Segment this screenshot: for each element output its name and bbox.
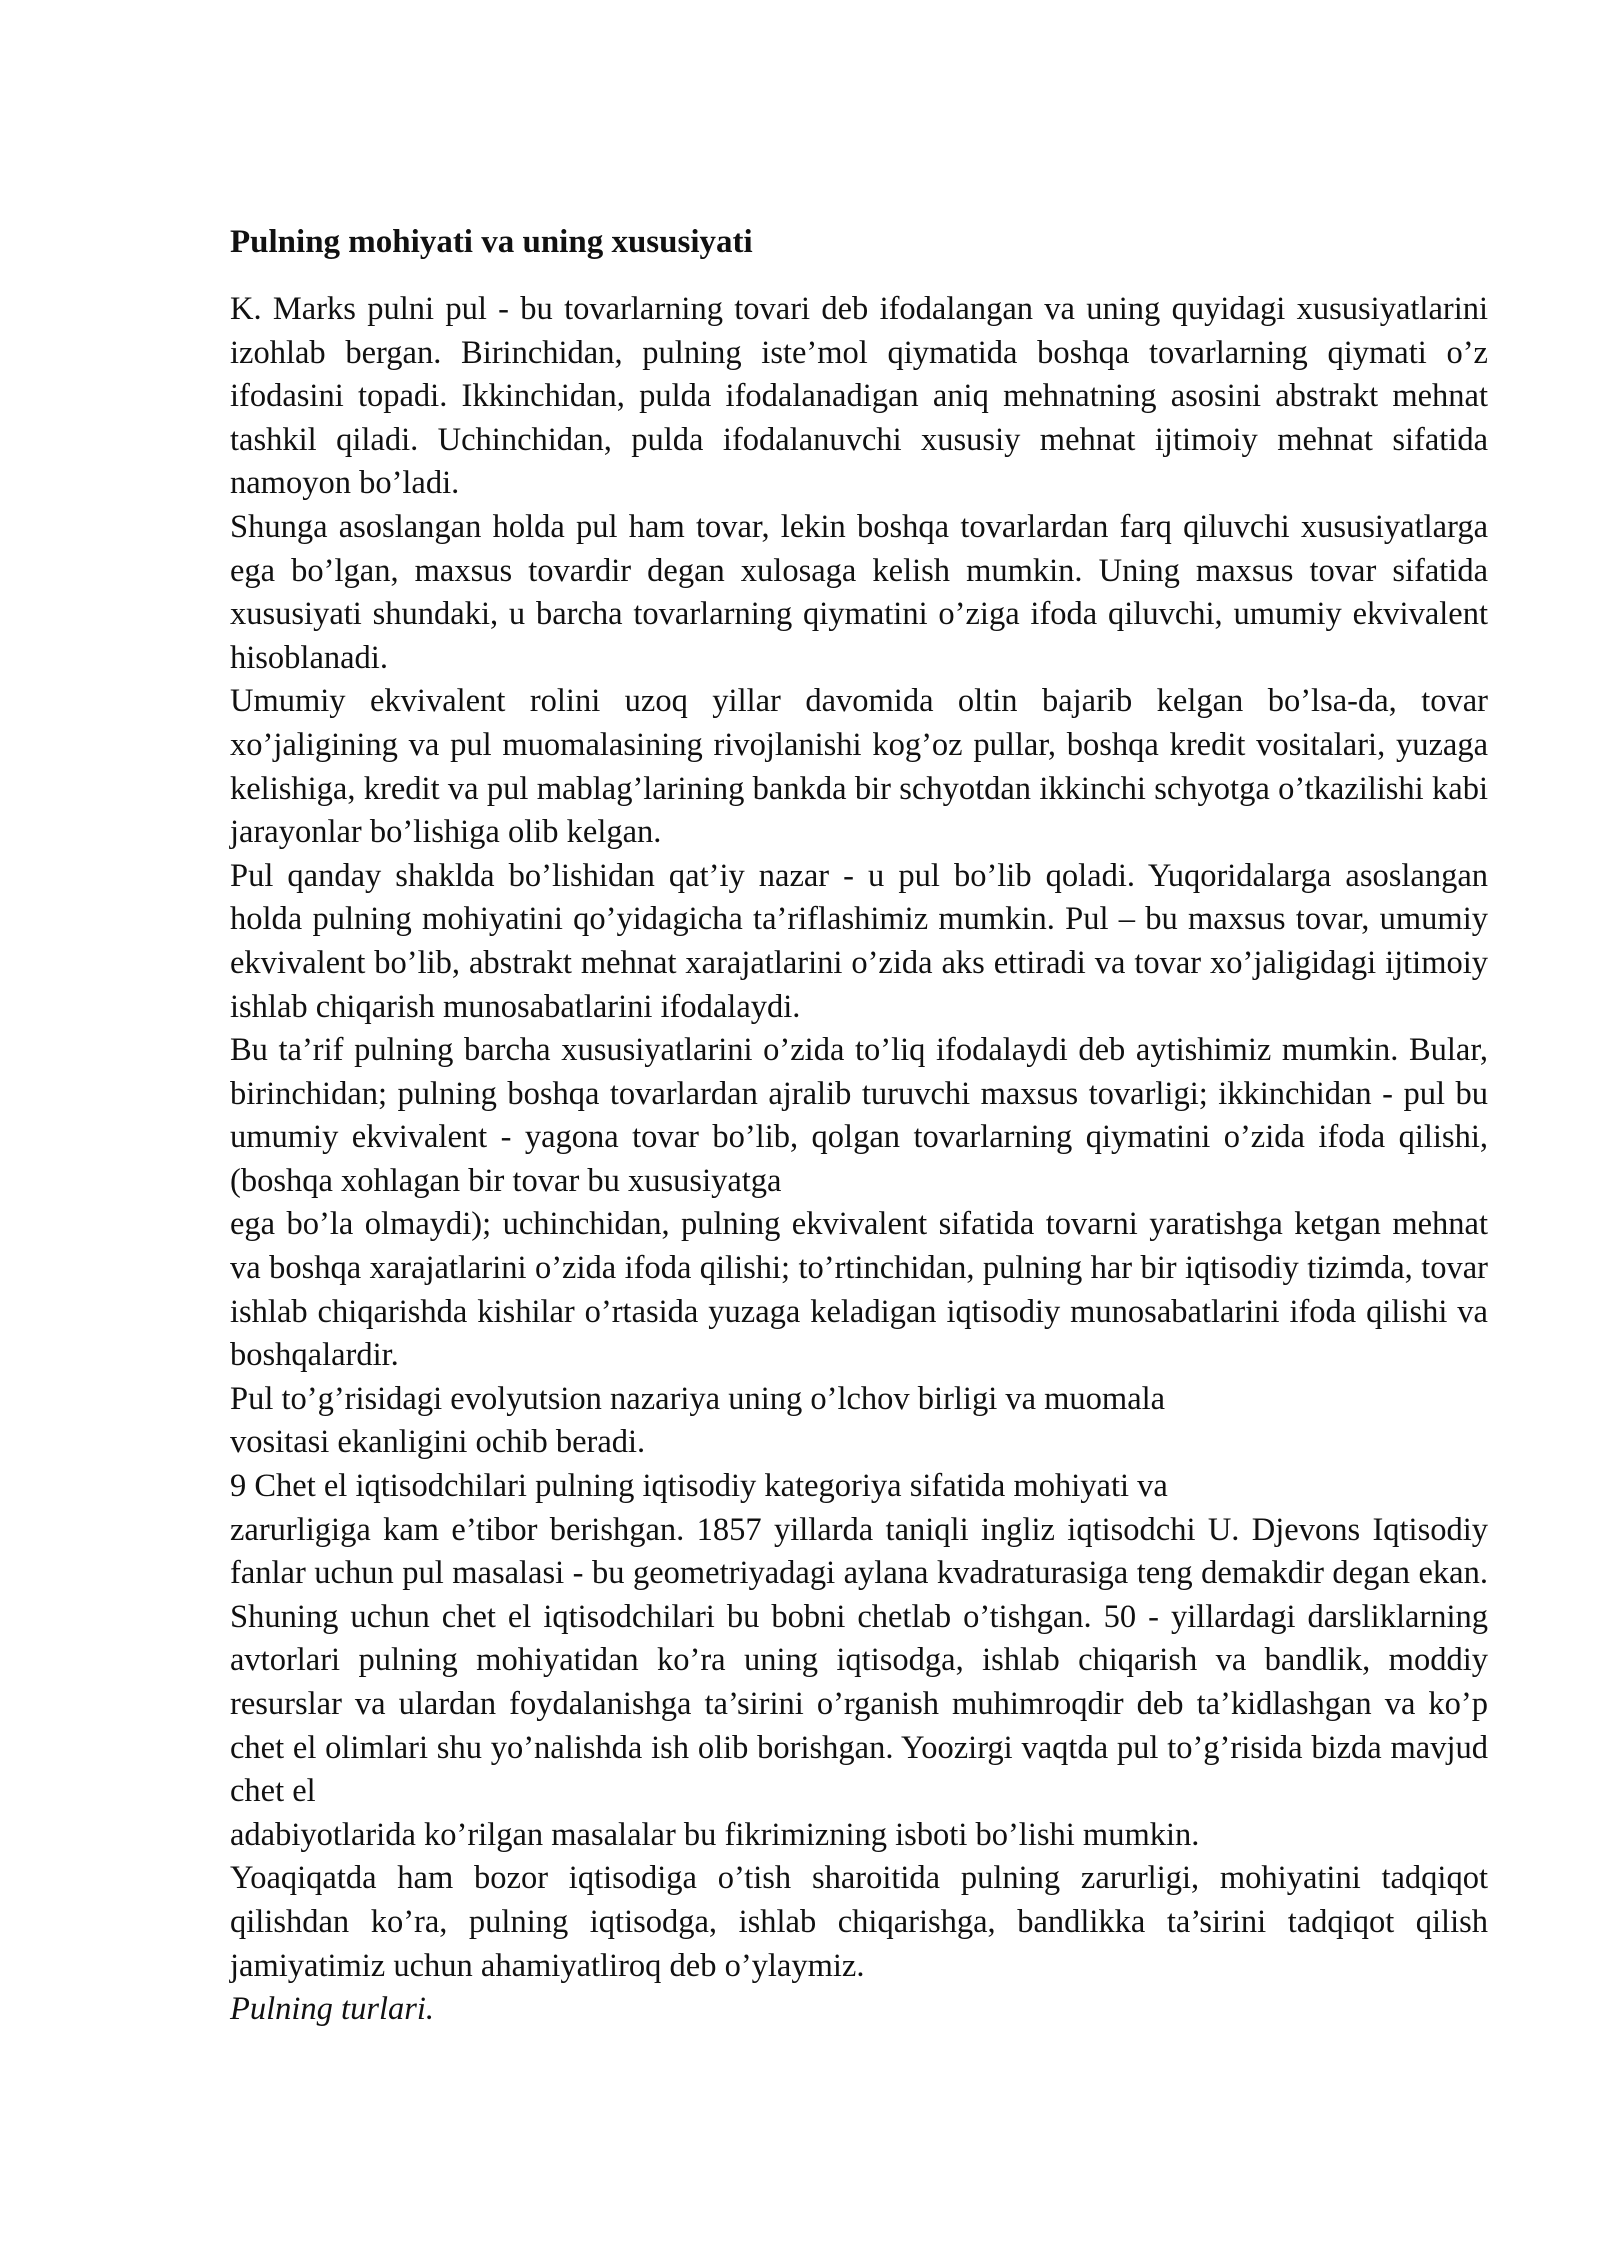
paragraph-evolution-theory-line1: Pul to’g’risidagi evolyutsion nazariya uning o’lchov birligi va muomala xyxy=(230,1380,1166,1417)
paragraph-properties-continued: ega bo’la olmaydi); uchinchidan, pulning ekvivalent sifatida tovarni yaratishga ketgan mehnat va boshqa xarajatlarini o’zida ifoda qilishi; to’rtinchidan, pulning har bir iqtisodiy tizimda, tovar ishlab chiqarishda kishilar o’rtasida yuzaga keladigan iqtisodiy munosabatlarini ifoda qilishi va boshqalardir. xyxy=(230,1206,1488,1374)
paragraph-conclusion: Yoaqiqatda ham bozor iqtisodiga o’tish sharoitida pulning zarurligi, mohiyatini tadqiqot qilishdan ko’ra, pulning iqtisodga, ishlab chiqarishga, bandlikka ta’sirini tadqiqot qilish jamiyatimiz uchun ahamiyatliroq deb o’ylaymiz. xyxy=(230,1860,1488,1984)
paragraph-money-essence: Pul qanday shaklda bo’lishidan qat’iy nazar - u pul bo’lib qoladi. Yuqoridalarga asoslangan holda pulning mohiyatini qo’yidagicha ta’riflashimiz mumkin. Pul – bu maxsus tovar, umumiy ekvivalent bo’lib, abstrakt mehnat xarajatlarini o’zida aks ettiradi va tovar xo’jaligidagi ijtimoiy ishlab chiqarish munosabatlarini ifodalaydi. xyxy=(230,857,1488,1025)
paragraph-special-commodity: Shunga asoslangan holda pul ham tovar, lekin boshqa tovarlardan farq qiluvchi xususiyatlarga ega bo’lgan, maxsus tovardir degan xulosaga kelish mumkin. Uning maxsus tovar sifatida xususiyati shundaki, u barcha tovarlarning qiymatini o’ziga ifoda qiluvchi, umumiy ekvivalent hisoblanadi. xyxy=(230,508,1488,676)
paragraph-universal-equivalent: Umumiy ekvivalent rolini uzoq yillar davomida oltin bajarib kelgan bo’lsa-da, tovar xo’jaligining va pul muomalasining rivojlanishi kog’oz pullar, boshqa kredit vositalari, yuzaga kelishiga, kredit va pul mablag’larining bankda bir schyotdan ikkinchi schyotga o’tkazilishi kabi jarayonlar bo’lishiga olib kelgan. xyxy=(230,683,1488,851)
paragraph-foreign-economists: zarurligiga kam e’tibor berishgan. 1857 yillarda taniqli ingliz iqtisodchi U. Djevons Iqtisodiy fanlar uchun pul masalasi - bu geometriyadagi aylana kvadraturasiga teng demakdir degan ekan. Shuning uchun chet el iqtisodchilari bu bobni chetlab o’tishgan. 50 - yillardagi darsliklarning avtorlari pulning mohiyatidan ko’ra uning iqtisodga, ishlab chiqarish va bandlik, moddiy resurslar va ulardan foydalanishga ta’sirini o’rganish muhimroqdir deb ta’kidlashgan va ko’p chet el olimlari shu yo’nalishda ish olib borishgan. Yoozirgi vaqtda pul to’g’risida bizda mavjud chet el xyxy=(230,1511,1488,1810)
document-title: Pulning mohiyati va uning xususiyati xyxy=(230,224,753,260)
paragraph-literature: adabiyotlarida ko’rilgan masalalar bu fikrimizning isboti bo’lishi mumkin. xyxy=(230,1816,1200,1853)
paragraph-marks-definition: K. Marks pulni pul - bu tovarlarning tovari deb ifodalangan va uning quyidagi xususiyatlarini izohlab bergan. Birinchidan, pulning iste’mol qiymatida boshqa tovarlarning qiymati o’z ifodasini topadi. Ikkinchidan, pulda ifodalanadigan aniq mehnatning asosini abstrakt mehnat tashkil qiladi. Uchinchidan, pulda ifodalanuvchi xususiy mehnat ijtimoiy mehnat sifatida namoyon bo’ladi. xyxy=(230,291,1488,502)
paragraph-foreign-economists-line1: 9 Chet el iqtisodchilari pulning iqtisodiy kategoriya sifatida mohiyati va xyxy=(230,1468,1168,1505)
document-page xyxy=(230,220,1488,2032)
paragraph-definition-properties: Bu ta’rif pulning barcha xususiyatlarini o’zida to’liq ifodalaydi deb aytishimiz mumkin. Bular, birinchidan; pulning boshqa tovarlardan ajralib turuvchi maxsus tovarligi; ikkinchidan - pul bu umumiy ekvivalent - yagona tovar bo’lib, qolgan tovarlarning qiymatini o’zida ifoda qilishi, (boshqa xohlagan bir tovar bu xususiyatga xyxy=(230,1032,1488,1199)
paragraph-evolution-theory-line2: vositasi ekanligini ochib beradi. xyxy=(230,1424,646,1461)
section-heading-money-types: Pulning turlari. xyxy=(230,1991,435,2028)
